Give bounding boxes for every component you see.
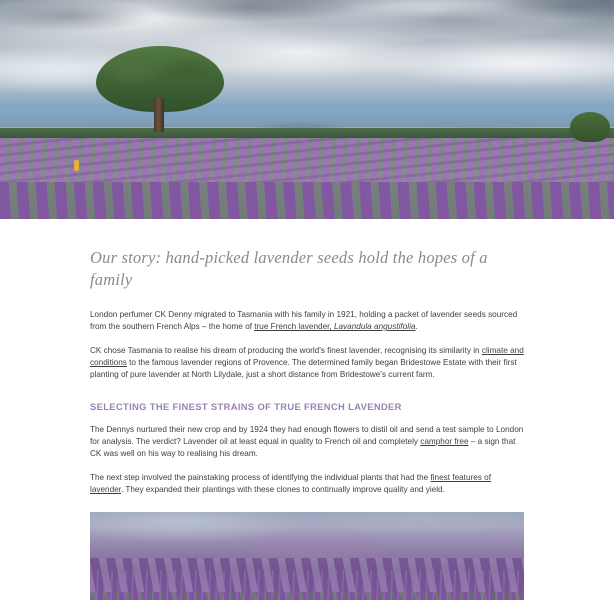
paragraph-2-text-a: CK chose Tasmania to realise his dream of producing the world's finest lavender, recognising its similarity in — [90, 346, 482, 355]
hero-person-figure — [74, 160, 79, 171]
hero-shrub — [570, 112, 610, 142]
paragraph-1 — [90, 309, 524, 333]
article-body — [0, 219, 614, 600]
paragraph-4-text-b: . They expanded their plantings with these clones to continually improve quality and yield. — [120, 485, 445, 494]
hero-tree — [96, 46, 224, 132]
link-climate-and-conditions[interactable]: climate and conditions — [90, 346, 524, 367]
hero-banner-image — [0, 0, 614, 219]
article-photo-lavender-closeup — [90, 512, 524, 600]
paragraph-1-text-b: . — [415, 322, 418, 331]
page-title: Our story: hand-picked lavender seeds hold the hopes of a family — [90, 248, 488, 289]
link-camphor-free[interactable]: camphor free — [420, 437, 469, 446]
paragraph-3 — [90, 424, 524, 460]
link-lavandula-angustifolia[interactable]: Lavandula angustifolia — [333, 322, 416, 331]
link-finest-features-of-lavender[interactable]: finest features of lavender — [90, 473, 491, 494]
paragraph-1-text-a: London perfumer CK Denny migrated to Tasmania with his family in 1921, holding a packet of lavender seeds sourced from the southern French Alps – the home of — [90, 310, 518, 331]
paragraph-2 — [90, 345, 524, 381]
paragraph-4-text-a: The next step involved the painstaking process of identifying the individual plants that had the — [90, 473, 431, 482]
hero-cloud-band — [0, 0, 614, 60]
article-content-column — [90, 219, 524, 600]
section-heading: SELECTING THE FINEST STRAINS OF TRUE FRENCH LAVENDER — [90, 401, 402, 412]
hero-field-foreground — [0, 182, 614, 219]
paragraph-3-text-b: – a sign that CK was well on his way to realising his dream. — [90, 437, 516, 458]
paragraph-2-text-b: to the famous lavender regions of Provence. The determined family began Bridestowe Estate with their first planting of pure lavender at North Lilydale, just a short distance from Bridestowe's current farm. — [90, 358, 517, 379]
hero-tree-trunk — [154, 98, 164, 132]
paragraph-4 — [90, 472, 524, 496]
paragraph-3-text-a: The Dennys nurtured their new crop and by 1924 they had enough flowers to distil oil and send a test sample to London for analysis. The verdict? Lavender oil at least equal in quality to French oil and completely — [90, 425, 524, 446]
link-true-french-lavender[interactable]: true French lavender, — [254, 322, 334, 331]
article-photo-lavender-sprigs — [90, 570, 524, 600]
